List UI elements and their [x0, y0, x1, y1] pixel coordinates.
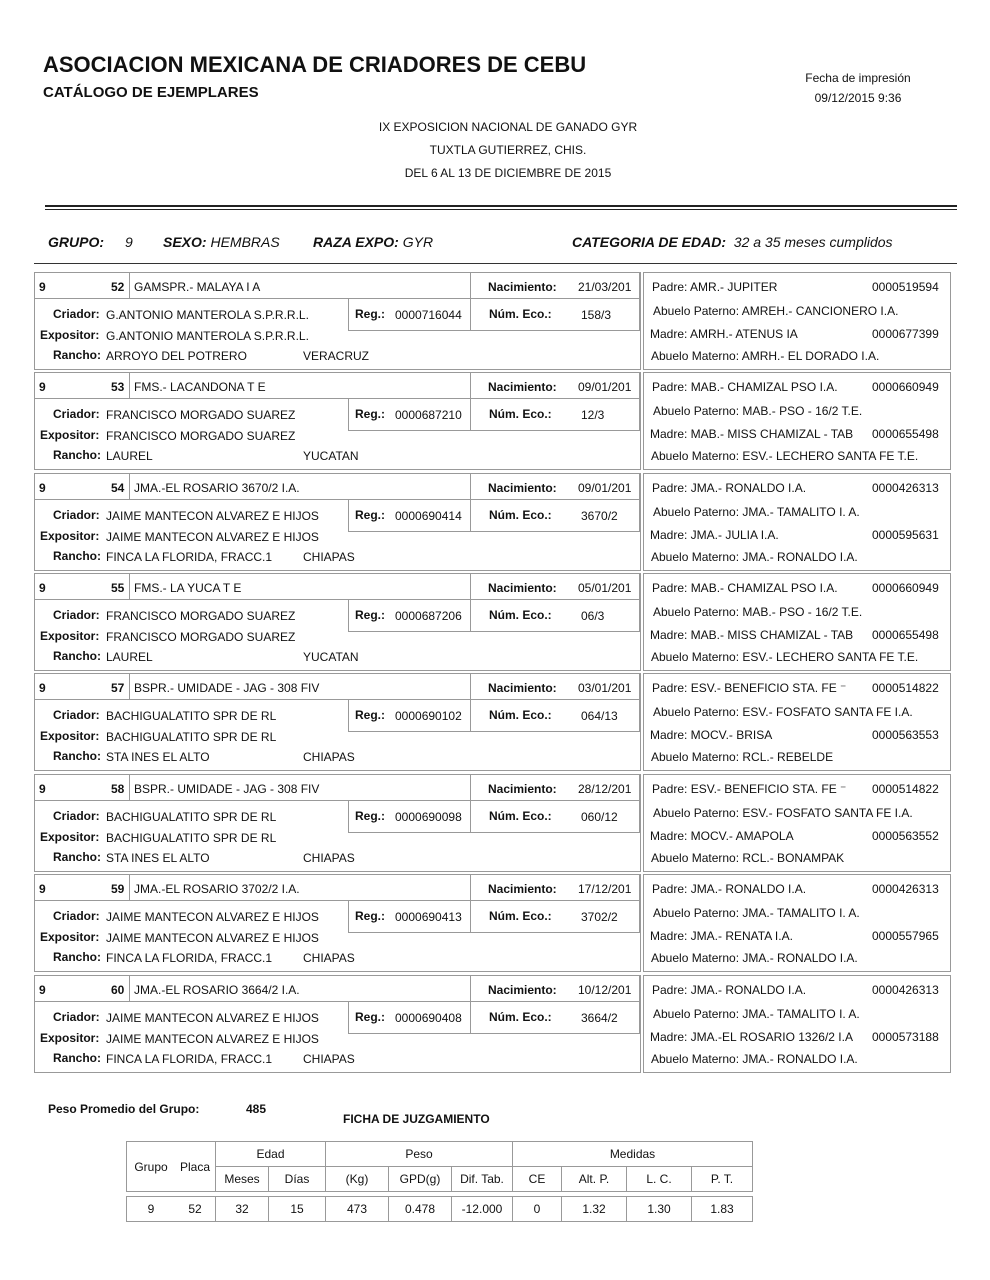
state-value: YUCATAN: [303, 449, 359, 463]
judging-table: [126, 1141, 753, 1222]
expositor-value: BACHIGUALATITO SPR DE RL: [106, 730, 277, 744]
placa-number: 59: [111, 882, 125, 896]
birth-date: 21/03/201: [578, 280, 632, 294]
criador-value: FRANCISCO MORGADO SUAREZ: [106, 408, 296, 422]
sire-name: Padre: MAB.- CHAMIZAL PSO I.A.: [652, 581, 838, 595]
rancho-value: ARROYO DEL POTRERO: [106, 349, 247, 363]
placa-number: 54: [111, 481, 125, 495]
rancho-label: Rancho:: [53, 850, 101, 864]
birth-date: 09/01/201: [578, 380, 632, 394]
reg-label: Reg.:: [355, 407, 385, 421]
reg-value: 0000690408: [395, 1011, 462, 1025]
maternal-grandsire: Abuelo Materno: ESV.- LECHERO SANTA FE T.E.: [651, 650, 919, 664]
rancho-label: Rancho:: [53, 950, 101, 964]
cell: 1.83: [692, 1197, 753, 1222]
criador-label: Criador:: [53, 809, 100, 823]
subheader: Alt. P.: [562, 1167, 627, 1192]
state-value: CHIAPAS: [303, 1052, 355, 1066]
criador-label: Criador:: [53, 407, 100, 421]
age-category-label: CATEGORIA DE EDAD:: [572, 234, 726, 250]
expositor-value: JAIME MANTECON ALVAREZ E HIJOS: [106, 530, 319, 544]
group-number: 9: [39, 681, 46, 695]
reg-label: Reg.:: [355, 1010, 385, 1024]
group-number: 9: [39, 380, 46, 394]
group-number: 9: [39, 882, 46, 896]
paternal-grandsire: Abuelo Paterno: ESV.- FOSFATO SANTA FE I.A.: [653, 806, 913, 820]
reg-value: 0000687210: [395, 408, 462, 422]
sex-label: SEXO:: [163, 234, 207, 250]
eco-label: Núm. Eco.:: [489, 508, 552, 522]
state-value: CHIAPAS: [303, 951, 355, 965]
subheader: P. T.: [692, 1167, 753, 1192]
criador-label: Criador:: [53, 508, 100, 522]
state-value: CHIAPAS: [303, 550, 355, 564]
rancho-label: Rancho:: [53, 348, 101, 362]
age-category-value: 32 a 35 meses cumplidos: [733, 234, 893, 250]
dam-name: Madre: AMRH.- ATENUS IA: [650, 327, 798, 341]
placa-number: 52: [111, 280, 125, 294]
group-number: 9: [39, 481, 46, 495]
rancho-value: FINCA LA FLORIDA, FRACC.1: [106, 550, 273, 564]
sire-reg: 0000514822: [872, 681, 939, 695]
state-value: YUCATAN: [303, 650, 359, 664]
pedigree-card: [643, 573, 951, 671]
dam-reg: 0000655498: [872, 628, 939, 642]
criador-label: Criador:: [53, 909, 100, 923]
sire-reg: 0000514822: [872, 782, 939, 796]
cell: 1.32: [562, 1197, 627, 1222]
nacimiento-label: Nacimiento:: [488, 481, 557, 495]
breed-value: GYR: [402, 234, 434, 250]
reg-label: Reg.:: [355, 508, 385, 522]
table-row: [127, 1197, 753, 1222]
cell: 15: [269, 1197, 326, 1222]
record-card: [34, 372, 641, 470]
event-name: IX EXPOSICION NACIONAL DE GANADO GYR: [378, 120, 638, 134]
event-dates: DEL 6 AL 13 DE DICIEMBRE DE 2015: [404, 166, 612, 180]
animal-name: GAMSPR.- MALAYA I A: [134, 280, 261, 294]
expositor-value: FRANCISCO MORGADO SUAREZ: [106, 429, 296, 443]
divider: [45, 205, 957, 207]
nacimiento-label: Nacimiento:: [488, 882, 557, 896]
group-label: GRUPO:: [48, 234, 104, 250]
record-card: [34, 473, 641, 571]
pedigree-card: [643, 272, 951, 370]
expositor-value: BACHIGUALATITO SPR DE RL: [106, 831, 277, 845]
rancho-label: Rancho:: [53, 649, 101, 663]
group-number: 9: [39, 280, 46, 294]
dam-name: Madre: MOCV.- AMAPOLA: [650, 829, 794, 843]
subheader: GPD(g): [389, 1167, 452, 1192]
dam-reg: 0000677399: [872, 327, 939, 341]
record-card: [34, 774, 641, 872]
eco-label: Núm. Eco.:: [489, 307, 552, 321]
nacimiento-label: Nacimiento:: [488, 681, 557, 695]
placa-number: 58: [111, 782, 125, 796]
breed-label: RAZA EXPO:: [313, 234, 399, 250]
placa-number: 57: [111, 681, 125, 695]
print-date: 09/12/2015 9:36: [814, 91, 902, 105]
criador-value: BACHIGUALATITO SPR DE RL: [106, 709, 277, 723]
header-peso: Peso: [326, 1142, 513, 1167]
sire-reg: 0000660949: [872, 581, 939, 595]
pedigree-card: [643, 975, 951, 1073]
rancho-value: FINCA LA FLORIDA, FRACC.1: [106, 1052, 273, 1066]
pedigree-card: [643, 874, 951, 972]
dam-reg: 0000655498: [872, 427, 939, 441]
dam-reg: 0000595631: [872, 528, 939, 542]
birth-date: 17/12/201: [578, 882, 632, 896]
state-value: VERACRUZ: [303, 349, 370, 363]
header-medidas: Medidas: [513, 1142, 753, 1167]
sire-name: Padre: ESV.- BENEFICIO STA. FE ⁻: [652, 681, 847, 695]
sire-name: Padre: ESV.- BENEFICIO STA. FE ⁻: [652, 782, 847, 796]
rancho-label: Rancho:: [53, 1051, 101, 1065]
record-card: [34, 673, 641, 771]
maternal-grandsire: Abuelo Materno: JMA.- RONALDO I.A.: [651, 951, 858, 965]
rancho-value: LAUREL: [106, 650, 153, 664]
header-placa: Placa: [175, 1142, 216, 1192]
criador-label: Criador:: [53, 1010, 100, 1024]
eco-value: 12/3: [581, 408, 605, 422]
eco-label: Núm. Eco.:: [489, 708, 552, 722]
animal-name: BSPR.- UMIDADE - JAG - 308 FIV: [134, 782, 320, 796]
maternal-grandsire: Abuelo Materno: AMRH.- EL DORADO I.A.: [651, 349, 880, 363]
reg-value: 0000716044: [395, 308, 462, 322]
divider: [45, 209, 957, 210]
avg-weight-value: 485: [246, 1102, 267, 1116]
expositor-label: Expositor:: [40, 930, 100, 944]
eco-label: Núm. Eco.:: [489, 1010, 552, 1024]
birth-date: 05/01/201: [578, 581, 632, 595]
maternal-grandsire: Abuelo Materno: RCL.- REBELDE: [651, 750, 834, 764]
maternal-grandsire: Abuelo Materno: RCL.- BONAMPAK: [651, 851, 845, 865]
rancho-label: Rancho:: [53, 549, 101, 563]
expositor-value: JAIME MANTECON ALVAREZ E HIJOS: [106, 931, 319, 945]
subheader: CE: [513, 1167, 562, 1192]
paternal-grandsire: Abuelo Paterno: JMA.- TAMALITO I. A.: [653, 1007, 860, 1021]
nacimiento-label: Nacimiento:: [488, 782, 557, 796]
paternal-grandsire: Abuelo Paterno: MAB.- PSO - 16/2 T.E.: [653, 404, 863, 418]
paternal-grandsire: Abuelo Paterno: MAB.- PSO - 16/2 T.E.: [653, 605, 863, 619]
expositor-label: Expositor:: [40, 428, 100, 442]
eco-value: 060/12: [581, 810, 618, 824]
criador-label: Criador:: [53, 307, 100, 321]
cell: -12.000: [452, 1197, 513, 1222]
record-card: [34, 874, 641, 972]
paternal-grandsire: Abuelo Paterno: ESV.- FOSFATO SANTA FE I.A.: [653, 705, 913, 719]
reg-label: Reg.:: [355, 708, 385, 722]
cell: 32: [216, 1197, 269, 1222]
animal-name: JMA.-EL ROSARIO 3702/2 I.A.: [134, 882, 300, 896]
maternal-grandsire: Abuelo Materno: JMA.- RONALDO I.A.: [651, 550, 858, 564]
dam-name: Madre: MAB.- MISS CHAMIZAL - TAB: [650, 628, 854, 642]
expositor-value: FRANCISCO MORGADO SUAREZ: [106, 630, 296, 644]
subheader: Meses: [216, 1167, 269, 1192]
eco-label: Núm. Eco.:: [489, 809, 552, 823]
header-grupo: Grupo: [127, 1142, 176, 1192]
reg-label: Reg.:: [355, 307, 385, 321]
criador-value: G.ANTONIO MANTEROLA S.P.R.R.L.: [106, 308, 309, 322]
subheader: Días: [269, 1167, 326, 1192]
rancho-value: STA INES EL ALTO: [106, 750, 210, 764]
print-date-label: Fecha de impresión: [805, 71, 911, 85]
reg-label: Reg.:: [355, 608, 385, 622]
expositor-label: Expositor:: [40, 830, 100, 844]
nacimiento-label: Nacimiento:: [488, 983, 557, 997]
expositor-label: Expositor:: [40, 729, 100, 743]
dam-reg: 0000563553: [872, 728, 939, 742]
sire-reg: 0000519594: [872, 280, 939, 294]
pedigree-card: [643, 774, 951, 872]
criador-label: Criador:: [53, 708, 100, 722]
rancho-label: Rancho:: [53, 749, 101, 763]
group-number: 9: [39, 782, 46, 796]
birth-date: 09/01/201: [578, 481, 632, 495]
reg-value: 0000687206: [395, 609, 462, 623]
birth-date: 10/12/201: [578, 983, 632, 997]
rancho-value: FINCA LA FLORIDA, FRACC.1: [106, 951, 273, 965]
reg-label: Reg.:: [355, 809, 385, 823]
birth-date: 03/01/201: [578, 681, 632, 695]
cell: 0: [513, 1197, 562, 1222]
sire-name: Padre: AMR.- JUPITER: [652, 280, 778, 294]
header-edad: Edad: [216, 1142, 326, 1167]
divider: [34, 263, 957, 264]
animal-name: JMA.-EL ROSARIO 3664/2 I.A.: [134, 983, 300, 997]
cell: 0.478: [389, 1197, 452, 1222]
record-card: [34, 573, 641, 671]
criador-value: JAIME MANTECON ALVAREZ E HIJOS: [106, 1011, 319, 1025]
org-title: ASOCIACION MEXICANA DE CRIADORES DE CEBU: [43, 52, 587, 77]
expositor-label: Expositor:: [40, 629, 100, 643]
nacimiento-label: Nacimiento:: [488, 380, 557, 394]
birth-date: 28/12/201: [578, 782, 632, 796]
sire-reg: 0000660949: [872, 380, 939, 394]
criador-value: FRANCISCO MORGADO SUAREZ: [106, 609, 296, 623]
rancho-value: LAUREL: [106, 449, 153, 463]
dam-reg: 0000557965: [872, 929, 939, 943]
reg-label: Reg.:: [355, 909, 385, 923]
sire-name: Padre: MAB.- CHAMIZAL PSO I.A.: [652, 380, 838, 394]
paternal-grandsire: Abuelo Paterno: JMA.- TAMALITO I. A.: [653, 505, 860, 519]
expositor-value: JAIME MANTECON ALVAREZ E HIJOS: [106, 1032, 319, 1046]
dam-name: Madre: MAB.- MISS CHAMIZAL - TAB: [650, 427, 854, 441]
criador-value: JAIME MANTECON ALVAREZ E HIJOS: [106, 509, 319, 523]
maternal-grandsire: Abuelo Materno: JMA.- RONALDO I.A.: [651, 1052, 858, 1066]
sex-value: HEMBRAS: [210, 234, 280, 250]
judging-title: FICHA DE JUZGAMIENTO: [343, 1112, 490, 1126]
avg-weight-label: Peso Promedio del Grupo:: [48, 1102, 200, 1116]
animal-name: FMS.- LACANDONA T E: [134, 380, 266, 394]
expositor-label: Expositor:: [40, 328, 100, 342]
eco-value: 06/3: [581, 609, 605, 623]
dam-name: Madre: JMA.- RENATA I.A.: [650, 929, 793, 943]
group-number: 9: [39, 983, 46, 997]
sire-name: Padre: JMA.- RONALDO I.A.: [652, 983, 807, 997]
animal-name: FMS.- LA YUCA T E: [134, 581, 242, 595]
dam-name: Madre: JMA.-EL ROSARIO 1326/2 I.A: [650, 1030, 853, 1044]
pedigree-card: [643, 372, 951, 470]
sire-reg: 0000426313: [872, 983, 939, 997]
cell: 9: [127, 1197, 176, 1222]
placa-number: 53: [111, 380, 125, 394]
criador-label: Criador:: [53, 608, 100, 622]
group-value: 9: [125, 234, 133, 250]
dam-reg: 0000573188: [872, 1030, 939, 1044]
eco-label: Núm. Eco.:: [489, 608, 552, 622]
expositor-label: Expositor:: [40, 1031, 100, 1045]
event-place: TUXTLA GUTIERREZ, CHIS.: [429, 143, 587, 157]
dam-name: Madre: JMA.- JULIA I.A.: [650, 528, 779, 542]
reg-value: 0000690414: [395, 509, 462, 523]
maternal-grandsire: Abuelo Materno: ESV.- LECHERO SANTA FE T.E.: [651, 449, 919, 463]
rancho-value: STA INES EL ALTO: [106, 851, 210, 865]
animal-name: JMA.-EL ROSARIO 3670/2 I.A.: [134, 481, 300, 495]
reg-value: 0000690413: [395, 910, 462, 924]
nacimiento-label: Nacimiento:: [488, 280, 557, 294]
sire-reg: 0000426313: [872, 481, 939, 495]
eco-value: 064/13: [581, 709, 618, 723]
cell: 52: [175, 1197, 216, 1222]
nacimiento-label: Nacimiento:: [488, 581, 557, 595]
state-value: CHIAPAS: [303, 750, 355, 764]
reg-value: 0000690098: [395, 810, 462, 824]
eco-label: Núm. Eco.:: [489, 909, 552, 923]
paternal-grandsire: Abuelo Paterno: AMREH.- CANCIONERO I.A.: [653, 304, 899, 318]
eco-value: 158/3: [581, 308, 612, 322]
subheader: L. C.: [627, 1167, 692, 1192]
sire-name: Padre: JMA.- RONALDO I.A.: [652, 882, 807, 896]
pedigree-card: [643, 473, 951, 571]
placa-number: 60: [111, 983, 125, 997]
catalog-subtitle: CATÁLOGO DE EJEMPLARES: [43, 84, 259, 101]
eco-value: 3702/2: [581, 910, 618, 924]
criador-value: JAIME MANTECON ALVAREZ E HIJOS: [106, 910, 319, 924]
expositor-label: Expositor:: [40, 529, 100, 543]
dam-name: Madre: MOCV.- BRISA: [650, 728, 773, 742]
subheader: Dif. Tab.: [452, 1167, 513, 1192]
sire-name: Padre: JMA.- RONALDO I.A.: [652, 481, 807, 495]
rancho-label: Rancho:: [53, 448, 101, 462]
eco-label: Núm. Eco.:: [489, 407, 552, 421]
cell: 473: [326, 1197, 389, 1222]
record-card: [34, 975, 641, 1073]
group-number: 9: [39, 581, 46, 595]
record-card: [34, 272, 641, 370]
subheader: (Kg): [326, 1167, 389, 1192]
state-value: CHIAPAS: [303, 851, 355, 865]
eco-value: 3664/2: [581, 1011, 618, 1025]
dam-reg: 0000563552: [872, 829, 939, 843]
expositor-value: G.ANTONIO MANTEROLA S.P.R.R.L.: [106, 329, 309, 343]
cell: 1.30: [627, 1197, 692, 1222]
placa-number: 55: [111, 581, 125, 595]
sire-reg: 0000426313: [872, 882, 939, 896]
reg-value: 0000690102: [395, 709, 462, 723]
paternal-grandsire: Abuelo Paterno: JMA.- TAMALITO I. A.: [653, 906, 860, 920]
eco-value: 3670/2: [581, 509, 618, 523]
animal-name: BSPR.- UMIDADE - JAG - 308 FIV: [134, 681, 320, 695]
pedigree-card: [643, 673, 951, 771]
criador-value: BACHIGUALATITO SPR DE RL: [106, 810, 277, 824]
